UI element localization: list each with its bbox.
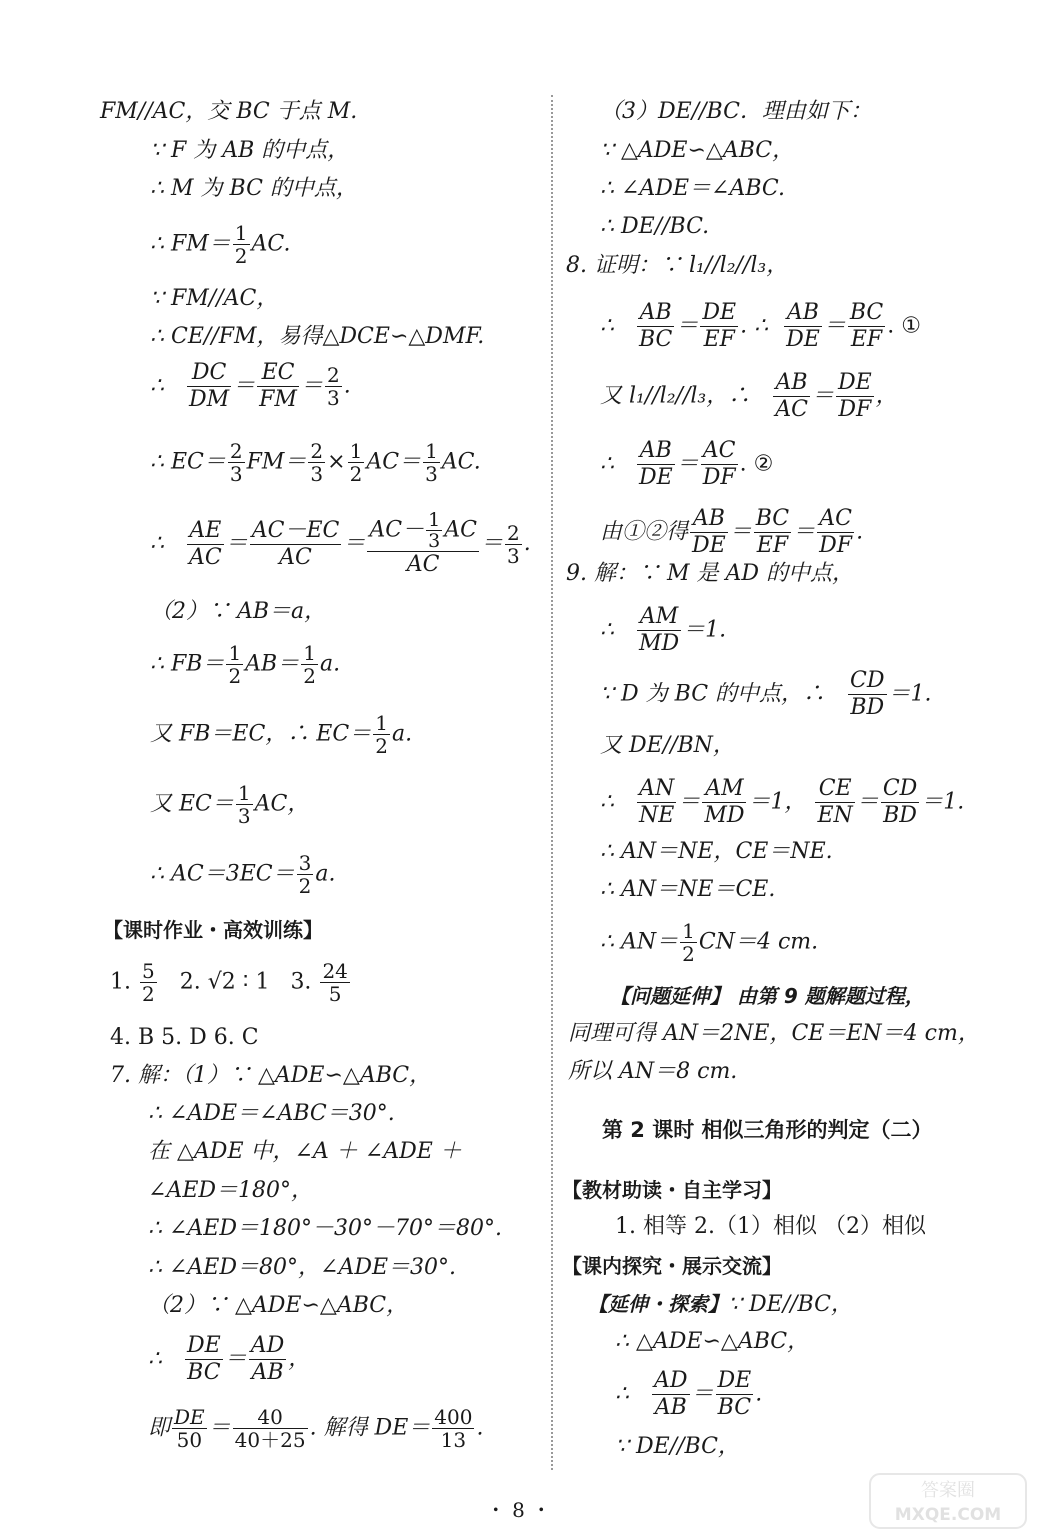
fraction: $\frac{DE}{BC}$ (186, 1333, 221, 1385)
line: ∴ ∠AED＝180°－30°－70°＝80°. (148, 1216, 502, 1241)
line: 又 FB＝EC，∴ EC＝ $\frac{1}{2}$ a. (150, 711, 413, 758)
line: ∵ FM//AC， (150, 286, 279, 311)
line: 在 △ADE 中，∠A ＋ ∠ADE ＋ (148, 1139, 462, 1164)
line: ∴ $\frac{AN}{NE}$ ＝ $\frac{AM}{MD}$ ＝1， $\frac{CE}{EN}$ ＝ $\frac{CD}{BD}$ ＝1. (600, 776, 965, 828)
line: ∴ $\frac{AE}{AC}$ ＝ $\frac{AC-EC}{AC}$ ＝ AC－ $\frac{1}{3}$ AC AC ＝ $\frac{2}{3}$ . (150, 509, 531, 577)
page-number: ・ 8 ・ (485, 1498, 552, 1522)
fraction: $\frac{AM}{MD}$ (704, 776, 745, 828)
line: ∴ △ADE∽△ABC， (615, 1329, 810, 1354)
svg-text:答案圈: 答案圈 (921, 1480, 975, 1501)
line: ∵ D 为 BC 的中点，∴ $\frac{CD}{BD}$ ＝1. (600, 668, 932, 720)
fraction: $\frac{2}{3}$ (506, 520, 520, 568)
fraction: $\frac{DE}{BC}$ (717, 1368, 752, 1420)
answer-line: 4. B 5. D 6. C (110, 1025, 259, 1050)
line: 8. 证明：∵ l₁//l₂//l₃， (566, 253, 789, 278)
fraction: $\frac{AM}{MD}$ (638, 604, 680, 656)
answer-line: 1. $\frac{5}{2}$ 2. √2 ∶ 1 3. $\frac{24}{5}$ (110, 959, 348, 1006)
line: 9. 解：∵ M 是 AD 的中点， (566, 561, 855, 586)
line: ∴ FB＝ $\frac{1}{2}$ AB＝ $\frac{1}{2}$ a. (150, 641, 341, 688)
fraction: $\frac{AE}{AC}$ (188, 517, 222, 570)
line: 同理可得 AN＝2NE，CE＝EN＝4 cm， (568, 1021, 980, 1046)
fraction: $\frac{40}{40+25}$ (234, 1405, 306, 1452)
fraction: $\frac{1}{2}$ (375, 711, 388, 758)
line: 即 $\frac{DE}{50}$ ＝ $\frac{40}{40+25}$ . 解得 DE＝ $\frac{400}{13}$ . (148, 1405, 484, 1452)
fraction: $\frac{DE}{50}$ (174, 1405, 205, 1452)
fraction: $\frac{AB}{DE}$ (786, 300, 820, 352)
fraction: $\frac{BC}{EF}$ (849, 300, 884, 352)
fraction: $\frac{24}{5}$ (322, 959, 348, 1006)
fraction: $\frac{CE}{EN}$ (817, 776, 853, 828)
fraction: $\frac{1}{2}$ (349, 439, 363, 486)
fraction: $\frac{1}{3}$ (425, 439, 438, 486)
watermark-logo (868, 1470, 1028, 1532)
line: ∴ $\frac{AM}{MD}$ ＝1. (600, 604, 727, 656)
line: ∠AED＝180°， (148, 1178, 314, 1203)
fraction: $\frac{2}{3}$ (310, 439, 324, 486)
line: ∵ DE//BC， (615, 1434, 740, 1459)
line: 由①②得 $\frac{AB}{DE}$ ＝ $\frac{BC}{EF}$ ＝ $\frac{AC}{DF}$ . (600, 506, 864, 558)
line: 【延伸・探索】∵ DE//BC， (588, 1292, 853, 1317)
fraction: $\frac{AC-EC}{AC}$ (251, 517, 340, 570)
line: ∴ AN＝NE＝CE. (600, 877, 776, 902)
line: 7. 解：（1）∵ △ADE∽△ABC， (110, 1063, 432, 1088)
line: ∴ FM＝ $\frac{1}{2}$ AC. (150, 221, 291, 268)
answer-line: 1. 相等 2.（1）相似 （2）相似 (615, 1214, 926, 1239)
fraction: $\frac{AB}{DE}$ (692, 506, 726, 558)
fraction: $\frac{DE}{EF}$ (702, 300, 737, 352)
line: ∴ ∠ADE＝∠ABC. (600, 176, 785, 201)
fraction: $\frac{AB}{BC}$ (638, 300, 673, 352)
fraction: $\frac{CD}{BD}$ (850, 668, 885, 720)
line: 又 DE//BN， (600, 733, 735, 758)
fraction: $\frac{3}{2}$ (298, 851, 312, 898)
section-heading: 【教材助读・自主学习】 (562, 1178, 782, 1202)
line: ∴ ∠ADE＝∠ABC＝30°. (148, 1101, 395, 1126)
line: 所以 AN＝8 cm. (568, 1059, 738, 1084)
line: ∵ F 为 AB 的中点， (150, 138, 350, 163)
section-heading: 【课内探究・展示交流】 (562, 1254, 782, 1278)
fraction: $\frac{1}{2}$ (228, 641, 242, 688)
line: ∴ $\frac{AD}{AB}$ ＝ $\frac{DE}{BC}$ . (615, 1368, 763, 1420)
line: ∴ AN＝ $\frac{1}{2}$ CN＝4 cm. (600, 919, 819, 966)
fraction: $\frac{AD}{AB}$ (250, 1333, 285, 1385)
line: ∴ EC＝ $\frac{2}{3}$ FM＝ $\frac{2}{3}$ × $\frac{1}{2}$ AC＝ $\frac{1}{3}$ AC. (150, 439, 481, 486)
lesson-heading: 第 2 课时 相似三角形的判定（二） (602, 1118, 933, 1142)
fraction: $\frac{2}{3}$ (229, 439, 243, 486)
fraction: AC－ $\frac{1}{3}$ AC AC (369, 509, 477, 577)
line: （3）DE//BC．理由如下： (600, 99, 872, 124)
fraction: $\frac{DE}{DF}$ (837, 370, 872, 422)
line: ∴ $\frac{DC}{DM}$ ＝ $\frac{EC}{FM}$ ＝ $\frac{2}{3}$ . (150, 360, 351, 412)
fraction: $\frac{AC}{DF}$ (819, 506, 853, 558)
svg-text:MXQE.COM: MXQE.COM (894, 1505, 1002, 1525)
fraction: $\frac{AC}{DF}$ (702, 438, 736, 490)
fraction: $\frac{1}{2}$ (234, 221, 248, 268)
fraction: $\frac{DC}{DM}$ (188, 360, 230, 412)
line: ∴ $\frac{AB}{BC}$ ＝ $\frac{DE}{EF}$ . ∴ $\frac{AB}{DE}$ ＝ $\frac{BC}{EF}$ . ① (600, 300, 921, 352)
fraction: $\frac{AB}{DE}$ (638, 438, 673, 490)
fraction: $\frac{CD}{BD}$ (882, 776, 918, 828)
fraction: $\frac{EC}{FM}$ (259, 360, 297, 412)
line: FM//AC，交 BC 于点 M. (100, 99, 358, 124)
fraction: $\frac{AN}{NE}$ (638, 776, 675, 828)
fraction: $\frac{400}{13}$ (434, 1405, 473, 1452)
line: ∴ CE//FM，易得△DCE∽△DMF. (150, 324, 485, 349)
fraction: $\frac{2}{3}$ (326, 363, 340, 410)
line: 又 EC＝ $\frac{1}{3}$ AC， (150, 781, 310, 828)
line: （2）∵ △ADE∽△ABC， (148, 1293, 409, 1318)
line: ∴ DE//BC. (600, 214, 710, 239)
line: ∴ AN＝NE，CE＝NE. (600, 839, 833, 864)
line: ∵ △ADE∽△ABC， (600, 138, 795, 163)
fraction: $\frac{BC}{EF}$ (755, 506, 790, 558)
line: （2）∵ AB＝a， (150, 599, 327, 624)
line: ∴ M 为 BC 的中点， (150, 176, 358, 201)
column-divider (551, 95, 553, 1470)
fraction: $\frac{1}{2}$ (303, 641, 316, 688)
line: ∴ $\frac{DE}{BC}$ ＝ $\frac{AD}{AB}$ ， (148, 1333, 311, 1385)
line: ∴ ∠AED＝80°，∠ADE＝30°. (148, 1255, 457, 1280)
fraction: $\frac{1}{3}$ (237, 781, 251, 828)
fraction: $\frac{AB}{AC}$ (775, 370, 808, 422)
line: 【问题延伸】 由第 9 题解题过程， (610, 984, 925, 1008)
line: 又 l₁//l₂//l₃，∴ $\frac{AB}{AC}$ ＝ $\frac{DE}{DF}$ ， (600, 370, 898, 422)
fraction: $\frac{5}{2}$ (142, 959, 155, 1006)
section-heading: 【课时作业・高效训练】 (103, 918, 323, 942)
fraction: $\frac{AD}{AB}$ (653, 1368, 688, 1420)
line: ∴ $\frac{AB}{DE}$ ＝ $\frac{AC}{DF}$ . ② (600, 438, 774, 490)
fraction: $\frac{1}{2}$ (682, 919, 695, 966)
line: ∴ AC＝3EC＝ $\frac{3}{2}$ a. (150, 851, 336, 898)
